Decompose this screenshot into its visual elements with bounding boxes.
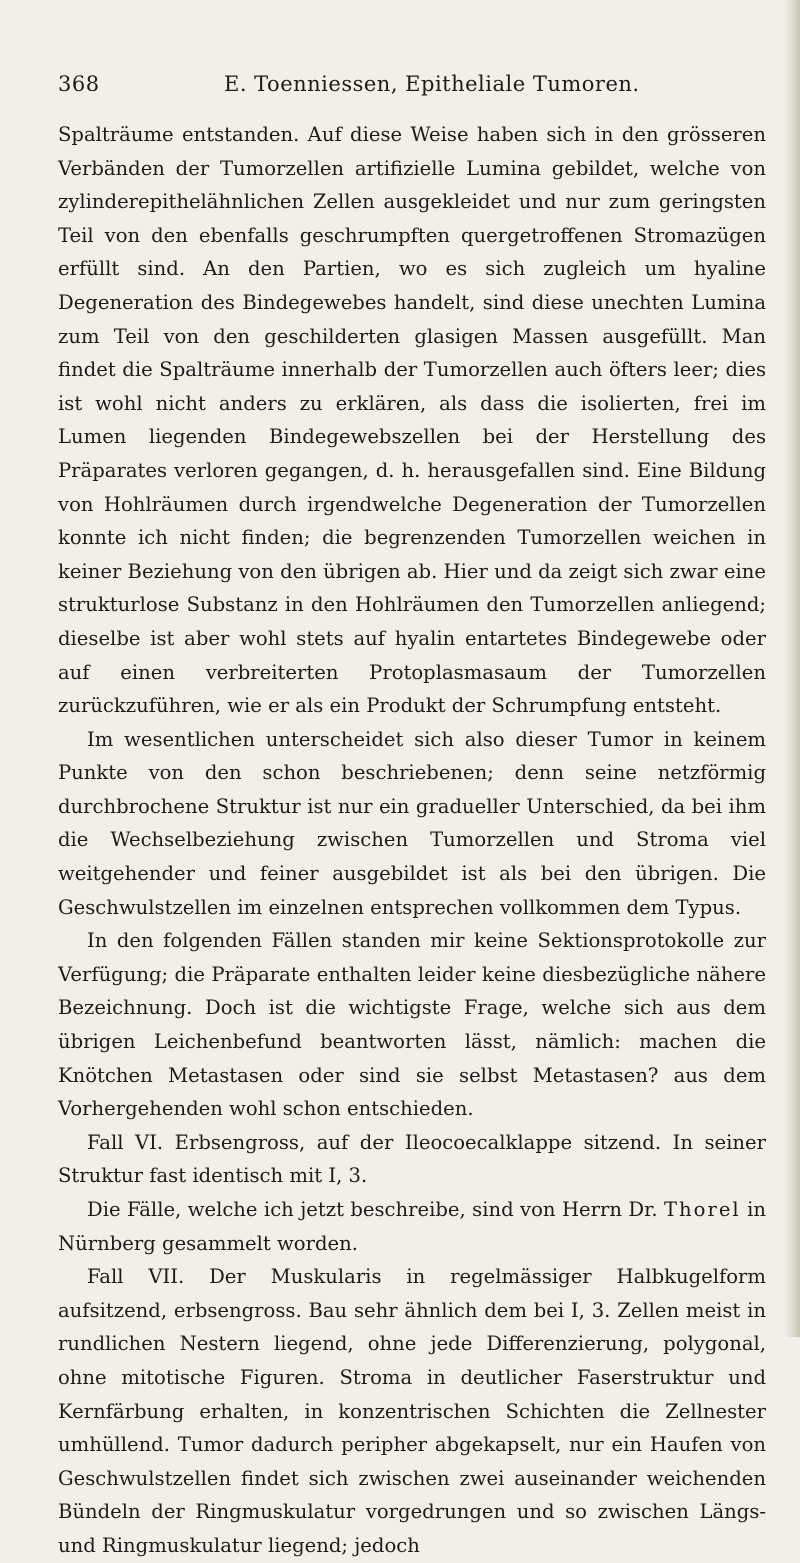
thorel-after: in Nürnberg gesammelt worden.: [58, 1198, 767, 1255]
paragraph-continuation: Spalträume entstanden. Auf diese Weise haben sich in den grösseren Verbänden der Tumorzellen artifizielle Lumina gebildet, welche von zylinderepithelähnlichen Zellen ausgekleidet und nur zum geringsten Teil von den ebenfalls geschrumpften quergetroffenen Stromazügen erfüllt sind. An den Partien, wo es sich zugleich um hyaline Degeneration des Bindegewebes handelt, sind diese unechten Lumina zum Teil von den geschilderten glasigen Massen ausgefüllt. Man findet die Spalträume innerhalb der Tumorzellen auch öfters leer; dies ist wohl nicht anders zu erklären, als dass die isolierten, frei im Lumen liegenden Bindegewebszellen bei der Herstellung des Präparates verloren gegangen, d. h. herausgefallen sind. Eine Bildung von Hohlräumen durch irgendwelche Degeneration der Tumorzellen konnte ich nicht finden; die begrenzenden Tumorzellen weichen in keiner Beziehung von den übrigen ab. Hier und da zeigt sich zwar eine strukturlose Substanz in den Hohlräumen den Tumorzellen anliegend; dieselbe ist aber wohl stets auf hyalin entartetes Bindegewebe oder auf einen verbreiterten Protoplasmasaum der Tumorzellen zurückzuführen, wie er als ein Produkt der Schrumpfung entsteht.: [58, 123, 766, 718]
paragraph-fall-vii: Fall VII. Der Muskularis in regelmässiger Halbkugelform aufsitzend, erbsengross. Bau sehr ähnlich dem bei I, 3. Zellen meist in rundlichen Nestern liegend, ohne jede Differenzierung, polygonal, ohne mitotische Figuren. Stroma in deutlicher Faserstruktur und Kernfärbung erhalten, in konzentrischen Schichten die Zellnester umhüllend. Tumor dadurch peripher abgekapselt, nur ein Haufen von Geschwulstzellen findet sich zwischen zwei auseinander weichenden Bündeln der Ringmuskulatur vorgedrungen und so zwischen Längs- und Ringmuskulatur liegend; jedoch: [58, 1265, 766, 1557]
paragraph-sektionsprotokolle: In den folgenden Fällen standen mir keine Sektionsprotokolle zur Verfügung; die Präparate enthalten leider keine diesbezügliche nähere Bezeichnung. Doch ist die wichtigste Frage, welche sich aus dem übrigen Leichenbefund beantworten lässt, nämlich: machen die Knötchen Metastasen oder sind sie selbst Metastasen? aus dem Vorhergehenden wohl schon entschieden.: [58, 929, 766, 1121]
thorel-before: Die Fälle, welche ich jetzt beschreibe, sind von Herrn Dr.: [87, 1198, 658, 1221]
author-name-thorel: Thorel: [663, 1198, 741, 1221]
running-header: [58, 72, 758, 102]
paragraph-fall-vi: Fall VI. Erbsengross, auf der Ileocoecalklappe sitzend. In seiner Struktur fast identisch mit I, 3.: [58, 1130, 766, 1188]
page-number: 368: [58, 72, 100, 96]
paragraph-summary: Im wesentlichen unterscheidet sich also dieser Tumor in keinem Punkte von den schon beschriebenen; denn seine netzförmig durchbrochene Struktur ist nur ein gradueller Unterschied, da bei ihm die Wechselbeziehung zwischen Tumorzellen und Stroma viel weitgehender und feiner ausgebildet ist als bei den übrigen. Die Geschwulstzellen im einzelnen entsprechen vollkommen dem Typus.: [58, 727, 766, 919]
body-text: [58, 118, 766, 1563]
paragraph-thorel: [58, 1193, 766, 1260]
page-edge-shadow: [784, 0, 800, 1337]
running-title: E. Toenniessen, Epitheliale Tumoren.: [224, 72, 640, 96]
